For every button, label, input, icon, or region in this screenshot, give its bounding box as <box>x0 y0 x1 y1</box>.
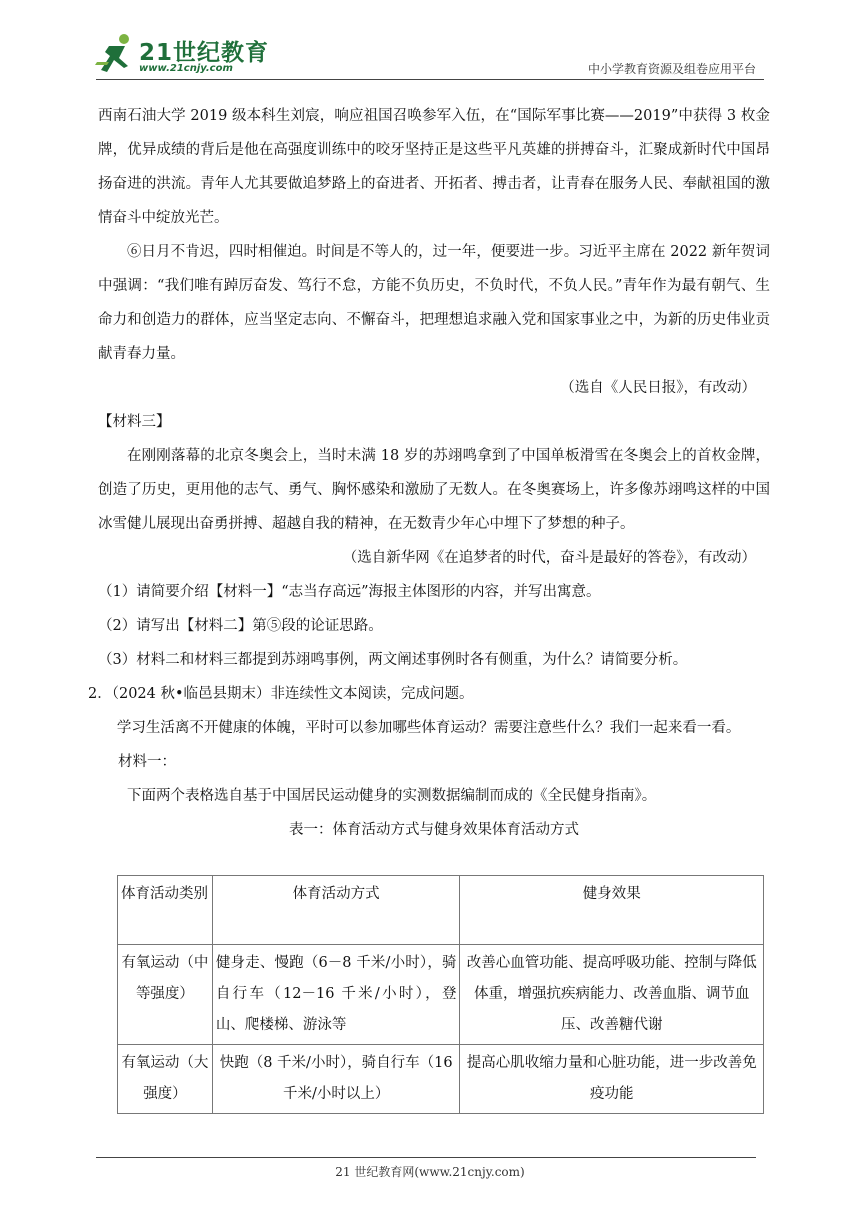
material3-text: 在刚刚落幕的北京冬奥会上，当时未满 18 岁的苏翊鸣拿到了中国单板滑雪在冬奥会上的首枚金牌，创造了历史，更用他的志气、勇气、胸怀感染和激励了无数人。在冬奥赛场上，许多像苏翊鸣这样的中国冰雪健儿展现出奋勇拼搏、超越自我的精神，在无数青少年心中埋下了梦想的种子。 <box>98 448 770 532</box>
question-2: （2）请写出【材料二】第⑤段的论证思路。 <box>98 618 383 634</box>
footer-text: 21 世纪教育网(www.21cnjy.com) <box>335 1165 525 1179</box>
material3-label: 【材料三】 <box>98 414 171 430</box>
table-cell: 健身走、慢跑（6－8 千米/小时），骑自行车（12－16 千米/小时），登山、爬楼梯、游泳等 <box>212 945 460 1045</box>
footer-divider <box>96 1157 756 1158</box>
paragraph-liu-chen: 西南石油大学 2019 级本科生刘宸，响应祖国召唤参军入伍，在“国际军事比赛——2019”中获得 3 枚金牌，优异成绩的背后是他在高强度训练中的咬牙坚持正是这些平凡英雄的拼搏奋斗，汇聚成新时代中国昂扬奋进的洪流。青年人尤其要做追梦路上的奋进者、开拓者、搏击者，让青春在服务人民、奉献祖国的激情奋斗中绽放光芒。 <box>98 108 770 226</box>
header-divider <box>96 79 764 80</box>
source-xinhua: （选自新华网《在追梦者的时代，奋斗是最好的答卷》，有改动） <box>342 550 756 566</box>
logo-title: 21世纪教育 <box>139 40 270 66</box>
table-row <box>118 1045 764 1114</box>
intro-text: 学习生活离不开健康的体魄，平时可以参加哪些体育运动？需要注意些什么？我们一起来看一看。 <box>116 720 741 736</box>
logo-url: www.21cnjy.com <box>139 63 233 74</box>
question-heading: 2．（2024 秋•临邑县期末）非连续性文本阅读，完成问题。 <box>88 686 474 702</box>
document-body <box>88 99 770 847</box>
table-cell: 提高心肌收缩力量和心脏功能，进一步改善免疫功能 <box>460 1045 764 1114</box>
paragraph-6: ⑥日月不肯迟，四时相催迫。时间是不等人的，过一年，便要进一步。习近平主席在 2022 新年贺词中强调：“我们唯有踔厉奋发、笃行不怠，方能不负历史，不负时代，不负人民。”青年作为最有朝气、生命力和创造力的群体，应当坚定志向、不懈奋斗，把理想追求融入党和国家事业之中，为新的历史伟业贡献青春力量。 <box>98 244 770 362</box>
table-row <box>118 945 764 1045</box>
table-cell: 有氧运动（大强度） <box>118 1045 213 1114</box>
table-cell: 快跑（8 千米/小时），骑自行车（16 千米/小时以上） <box>212 1045 460 1114</box>
question-3: （3）材料二和材料三都提到苏翊鸣事例，两文阐述事例时各有侧重，为什么？请简要分析。 <box>98 652 688 668</box>
runner-logo-icon <box>95 32 139 76</box>
platform-name: 中小学教育资源及组卷应用平台 <box>587 62 756 76</box>
question-1: （1）请简要介绍【材料一】“志当存高远”海报主体图形的内容，并写出寓意。 <box>98 584 601 600</box>
fitness-table <box>117 875 764 1114</box>
material1-text: 下面两个表格选自基于中国居民运动健身的实测数据编制而成的《全民健身指南》。 <box>127 788 657 804</box>
table-caption: 表一：体育活动方式与健身效果体育活动方式 <box>289 822 579 838</box>
table-header-cell: 体育活动类别 <box>118 876 213 945</box>
material1-label: 材料一： <box>118 754 176 770</box>
table-cell: 有氧运动（中等强度） <box>118 945 213 1045</box>
logo[interactable] <box>95 32 270 78</box>
source-renmin: （选自《人民日报》，有改动） <box>560 380 756 396</box>
page-header <box>0 0 860 80</box>
table-header-cell: 体育活动方式 <box>212 876 460 945</box>
table-header-cell: 健身效果 <box>460 876 764 945</box>
table-cell: 改善心血管功能、提高呼吸功能、控制与降低体重，增强抗疾病能力、改善血脂、调节血压、改善糖代谢 <box>460 945 764 1045</box>
table-header-row <box>118 876 764 945</box>
